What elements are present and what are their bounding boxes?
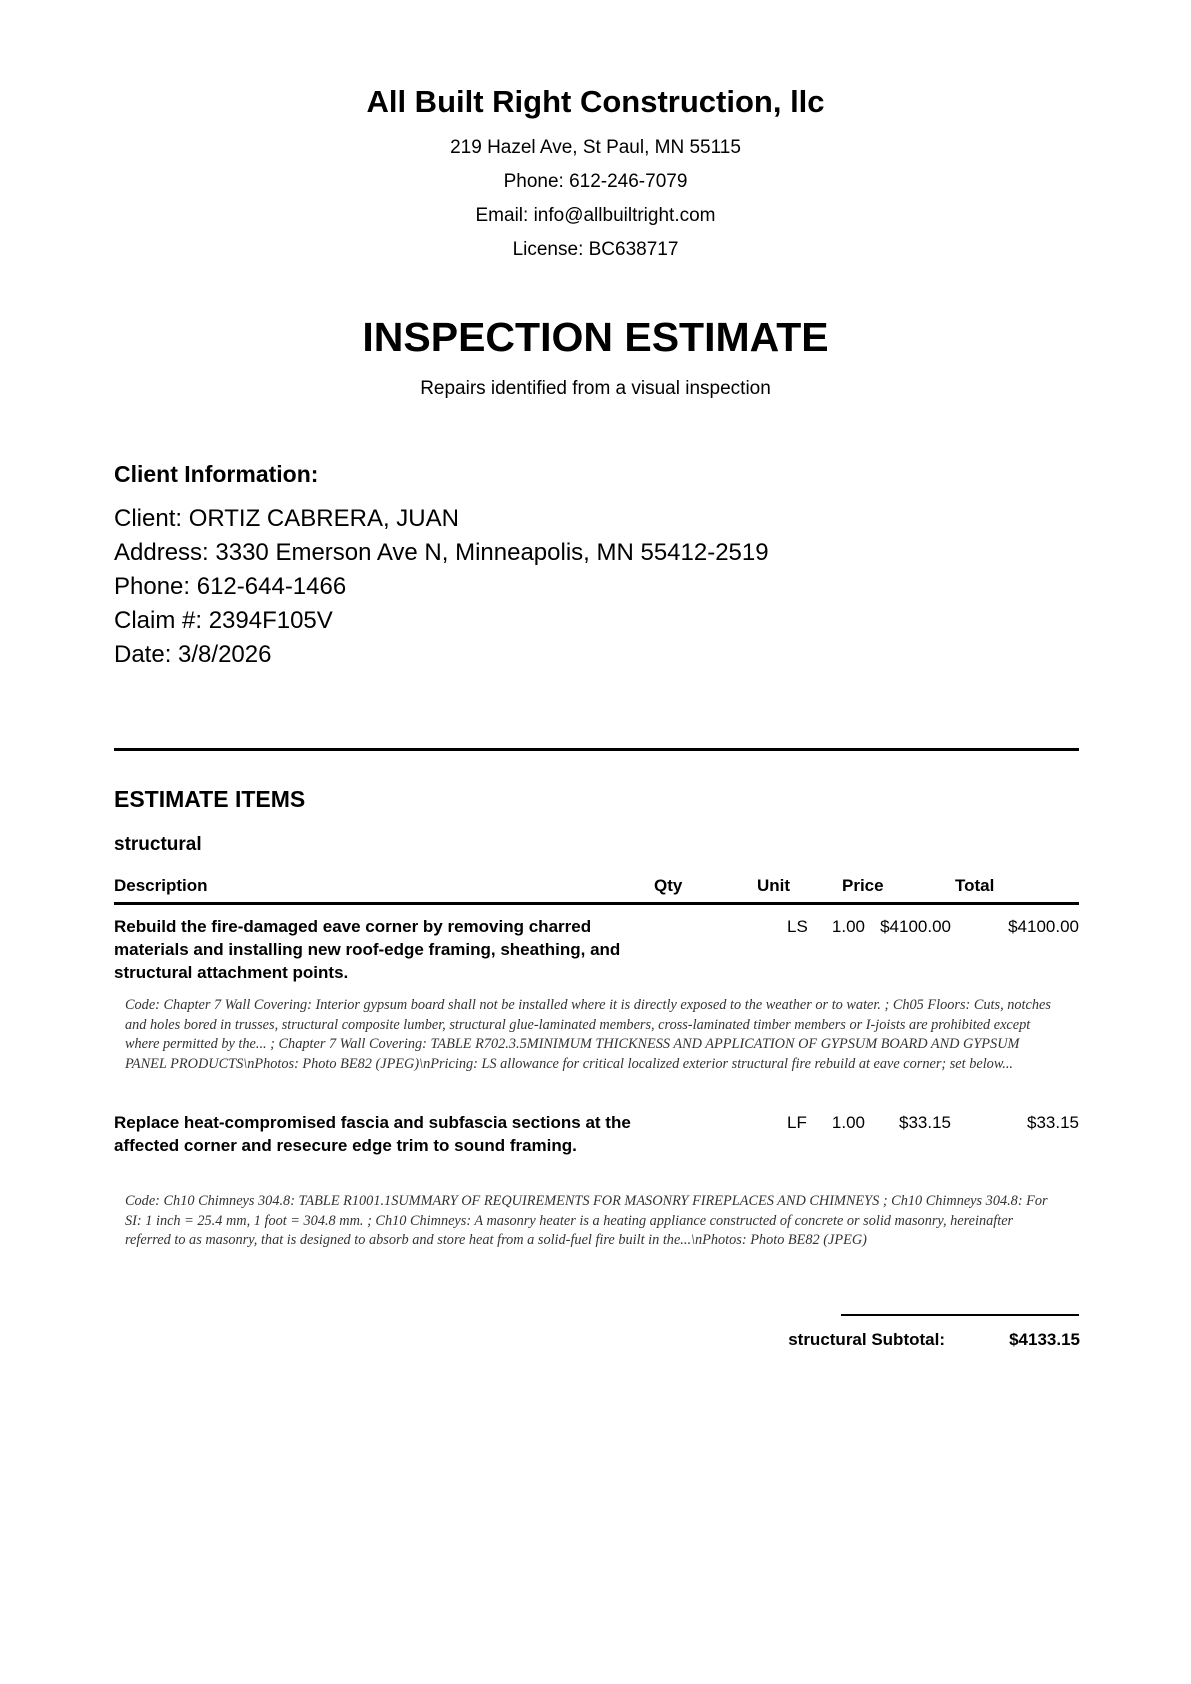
client-info <box>114 502 769 672</box>
client-info-heading: Client Information: <box>114 461 319 487</box>
column-unit: Unit <box>757 876 791 895</box>
subtotal-rule <box>841 1314 1079 1316</box>
client-phone: Phone: 612-644-1466 <box>114 573 347 600</box>
estimate-date: Date: 3/8/2026 <box>114 641 272 668</box>
document-subtitle: Repairs identified from a visual inspection <box>420 378 771 399</box>
company-phone: Phone: 612-246-7079 <box>503 171 688 192</box>
item-unit: LF <box>787 1113 807 1132</box>
item-total: $33.15 <box>1027 1113 1079 1132</box>
company-header <box>0 82 1191 267</box>
company-email: Email: info@allbuiltright.com <box>475 205 716 226</box>
document-title: INSPECTION ESTIMATE <box>362 314 829 360</box>
subtotal-row <box>700 1328 1080 1352</box>
column-qty: Qty <box>654 876 683 895</box>
company-address: 219 Hazel Ave, St Paul, MN 55115 <box>450 137 741 158</box>
item-qty: 1.00 <box>831 1113 865 1132</box>
company-contact <box>0 131 1191 267</box>
item-price: $33.15 <box>899 1113 951 1132</box>
estimate-items-heading: ESTIMATE ITEMS <box>114 786 306 812</box>
client-address: Address: 3330 Emerson Ave N, Minneapolis, MN 55412-2519 <box>114 539 769 566</box>
company-name: All Built Right Construction, llc <box>366 84 825 119</box>
item-unit: LS <box>787 917 808 936</box>
company-license: License: BC638717 <box>512 239 679 260</box>
item-qty: 1.00 <box>831 917 865 936</box>
subtotal-value: $4133.15 <box>1009 1330 1080 1349</box>
column-total: Total <box>955 876 995 895</box>
table-header <box>114 874 1079 905</box>
column-price: Price <box>842 876 884 895</box>
claim-number: Claim #: 2394F105V <box>114 607 333 634</box>
section-divider <box>114 748 1079 751</box>
item-description: Replace heat-compromised fascia and subfascia sections at the affected corner and resecure edge trim to sound framing. <box>114 1113 631 1155</box>
item-description: Rebuild the fire-damaged eave corner by removing charred materials and installing new roof-edge framing, sheathing, and structural attachment points. <box>114 917 621 982</box>
category-label: structural <box>114 834 202 855</box>
item-total: $4100.00 <box>1008 917 1079 936</box>
client-name: Client: ORTIZ CABRERA, JUAN <box>114 505 459 532</box>
item-price: $4100.00 <box>880 917 951 936</box>
subtotal-label: structural Subtotal: <box>788 1330 945 1349</box>
column-description: Description <box>114 876 208 895</box>
item-code-note: Code: Ch10 Chimneys 304.8: TABLE R1001.1SUMMARY OF REQUIREMENTS FOR MASONRY FIREPLACES AND CHIMNEYS ; Ch10 Chimneys 304.8: For SI: 1 inch = 25.4 mm, 1 foot = 304.8 mm. ; Ch10 Chimneys: A masonry heater is a heating appliance constructed of concrete or solid masonry, hereinafter referred to as masonry, that is designed to absorb and store heat from a solid-fuel fire built in the...\nPhotos: Photo BE82 (JPEG) <box>125 1193 1048 1248</box>
item-code-note: Code: Chapter 7 Wall Covering: Interior gypsum board shall not be installed where it is directly exposed to the weather or to water. ; Ch05 Floors: Cuts, notches and holes bored in trusses, structural composite lumber, structural glue-laminated members, cross-laminated timber members or I-joists are prohibited except where permitted by the... ; Chapter 7 Wall Covering: TABLE R702.3.5MINIMUM THICKNESS AND APPLICATION OF GYPSUM BOARD AND GYPSUM PANEL PRODUCTS\nPhotos: Photo BE82 (JPEG)\nPricing: LS allowance for critical localized exterior structural fire rebuild at eave corner; set below... <box>125 997 1051 1072</box>
